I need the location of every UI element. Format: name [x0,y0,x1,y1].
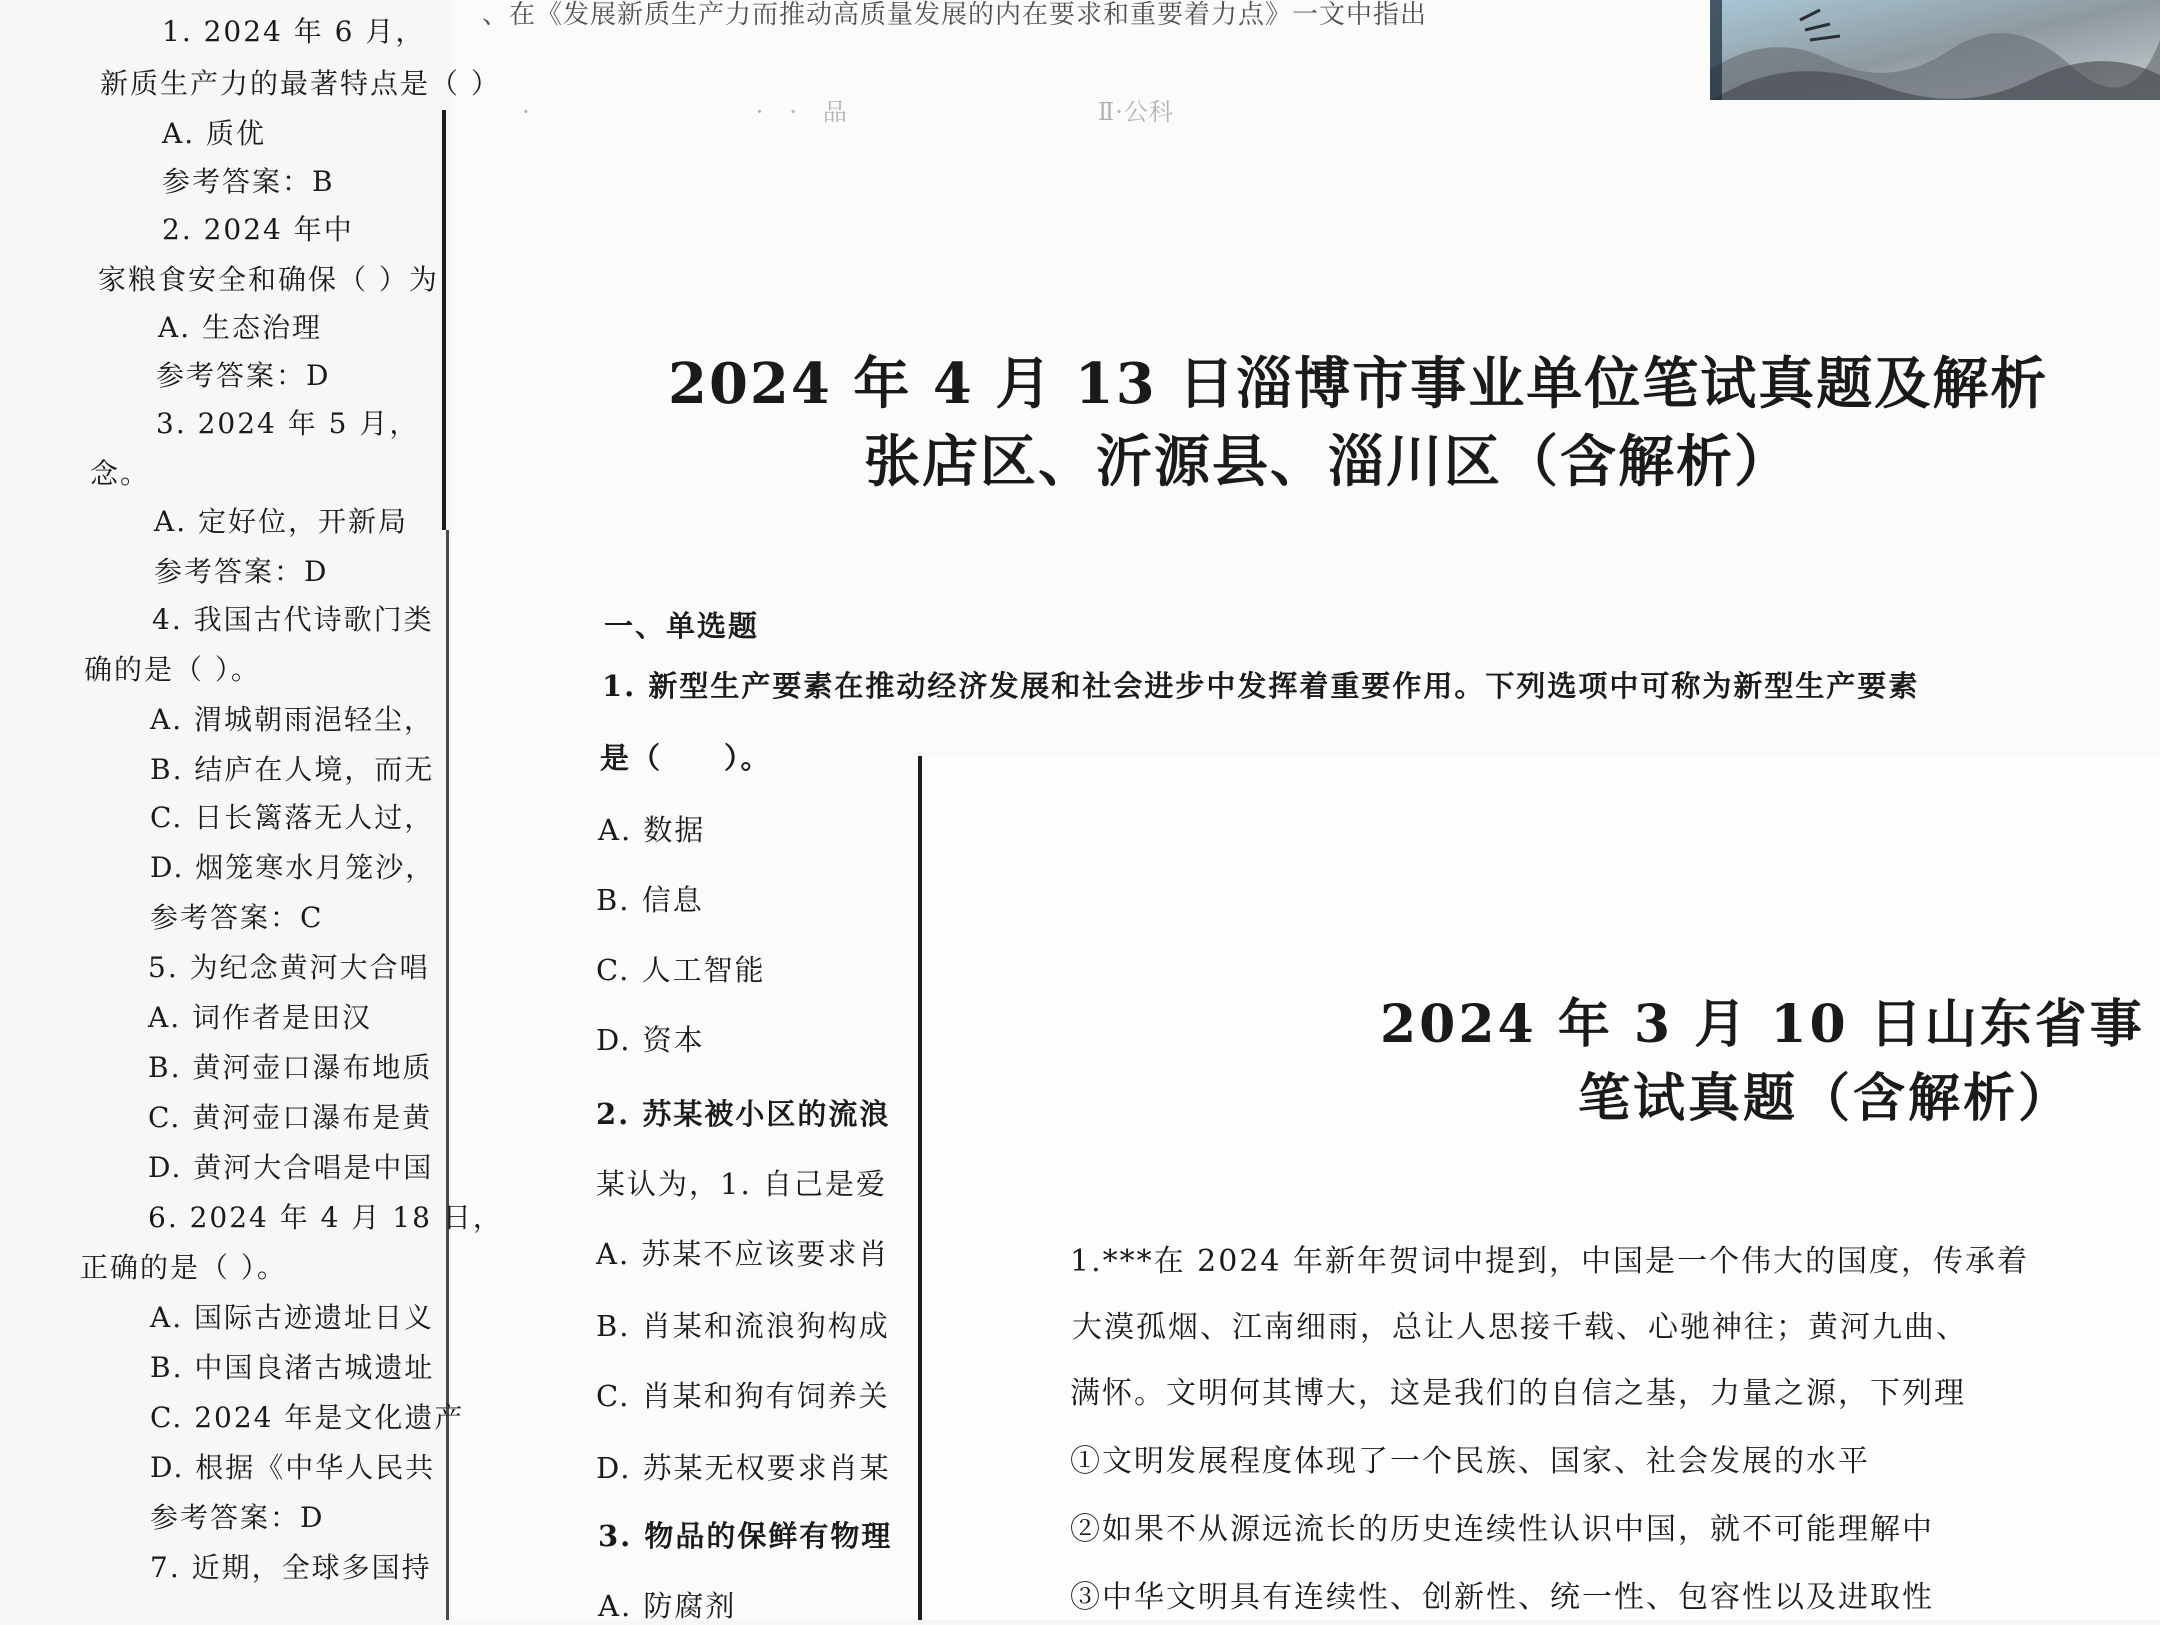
left-page-text [0,0,503,1620]
left-page-edge-lower [446,530,449,1620]
left-page-line: D. 黄河大合唱是中国 [148,1151,434,1184]
question-2-option-b: B. 肖某和流浪狗构成 [596,1309,890,1343]
right-title-line1: 2024 年 3 月 10 日山东省事 [1380,994,2145,1055]
left-page-line: A. 渭城朝雨浥轻尘， [150,703,435,736]
question-2-option-d: D. 苏某无权要求肖某 [596,1451,891,1485]
section-heading: 一、单选题 [604,609,760,643]
shandong-exam-page [922,756,2160,1620]
left-page-line: 6. 2024 年 4 月 18 日， [148,1201,503,1234]
question-2-stem: 2. 苏某被小区的流浪 [596,1097,891,1131]
left-page-line: 参考答案：B [162,165,335,198]
right-question-1-line2: 大漠孤烟、江南细雨，总让人思接千载、心驰神往；黄河九曲、 [1072,1310,1968,1345]
left-page-line: 参考答案：D [150,1501,325,1534]
left-page-line: D. 烟笼寒水月笼沙， [150,851,436,884]
page-title-line1: 2024 年 4 月 13 日淄博市事业单位笔试真题及解析 [668,351,2049,417]
faded-header-fragment: · · · 品 Ⅱ·公科 [522,98,1174,126]
left-page-line: 参考答案：C [150,901,324,934]
right-title-line2: 笔试真题（含解析） [1578,1068,2074,1129]
question-3-stem: 3. 物品的保鲜有物理 [598,1519,893,1553]
question-2-stem-cont: 某认为，1. 自己是爱 [596,1167,887,1201]
left-page-line: 5. 为纪念黄河大合唱 [148,951,430,984]
left-page-line: B. 黄河壶口瀑布地质 [148,1051,433,1084]
left-page-line: 正确的是（ ）。 [80,1251,287,1284]
left-page-line: A. 词作者是田汉 [148,1001,373,1034]
question-2-option-c: C. 肖某和狗有饲养关 [596,1379,890,1413]
left-page-line: 1. 2024 年 6 月， [162,15,426,48]
left-page-line: 4. 我国古代诗歌门类 [152,603,434,636]
left-page-line: C. 2024 年是文化遗产 [150,1401,465,1434]
left-page-line: A. 定好位，开新局 [154,505,409,538]
left-page-line: B. 中国良渚古城遗址 [150,1351,435,1384]
question-1-option-c: C. 人工智能 [596,953,766,987]
left-page-line: B. 结庐在人境，而无 [150,753,435,786]
right-option-2: ②如果不从源远流长的历史连续性认识中国，就不可能理解中 [1070,1512,1934,1547]
right-question-1-text: 1.***在 2024 年新年贺词中提到，中国是一个伟大的国度，传承着 [1070,1244,2030,1279]
left-page-line: 新质生产力的最著特点是（ ） [100,67,501,100]
left-page-line: D. 根据《中华人民共 [150,1451,436,1484]
question-1-stem-cont: 是（ ）。 [600,741,772,775]
left-page-edge [442,110,446,530]
left-page-line: 念。 [90,457,151,490]
left-page-line: 家粮食安全和确保（ ）为 [98,263,439,296]
left-page-line: 确的是（ ）。 [84,653,261,686]
question-1-option-b: B. 信息 [596,883,704,917]
left-page-line: 7. 近期，全球多国持 [150,1551,432,1584]
landscape-painting-image [1710,0,2160,100]
left-page-line: C. 黄河壶口瀑布是黄 [148,1101,433,1134]
left-page-line: A. 国际古迹遗址日义 [150,1301,435,1334]
right-option-1: ①文明发展程度体现了一个民族、国家、社会发展的水平 [1070,1444,1870,1479]
left-page-line: C. 日长篱落无人过， [150,801,435,834]
painting-graphic [1710,0,2160,100]
left-page-line: A. 生态治理 [158,311,323,344]
right-question-1-line3: 满怀。文明何其博大，这是我们的自信之基，力量之源，下列理 [1070,1376,1966,1411]
left-page-line: A. 质优 [162,117,267,150]
left-page-line: 2. 2024 年中 [162,213,354,246]
right-option-3: ③中华文明具有连续性、创新性、统一性、包容性以及进取性 [1070,1580,1934,1615]
page-title-line2: 张店区、沂源县、淄川区（含解析） [864,429,1792,495]
question-1-option-a: A. 数据 [598,813,706,847]
question-2-option-a: A. 苏某不应该要求肖 [596,1237,890,1271]
left-page-line: 3. 2024 年 5 月， [156,407,420,440]
question-3-option-a: A. 防腐剂 [598,1589,737,1623]
question-1-stem: 1. 新型生产要素在推动经济发展和社会进步中发挥着重要作用。下列选项中可称为新型生产要素 [602,669,1920,703]
question-1-option-d: D. 资本 [596,1023,705,1057]
left-page-line: 参考答案：D [154,555,329,588]
left-page-line: 参考答案：D [156,359,331,392]
right-question-1-line1 [1070,1236,2029,1280]
top-cutoff-line: 、在《发展新质生产力而推动高质量发展的内在要求和重要着力点》一文中指出 [482,0,1428,30]
